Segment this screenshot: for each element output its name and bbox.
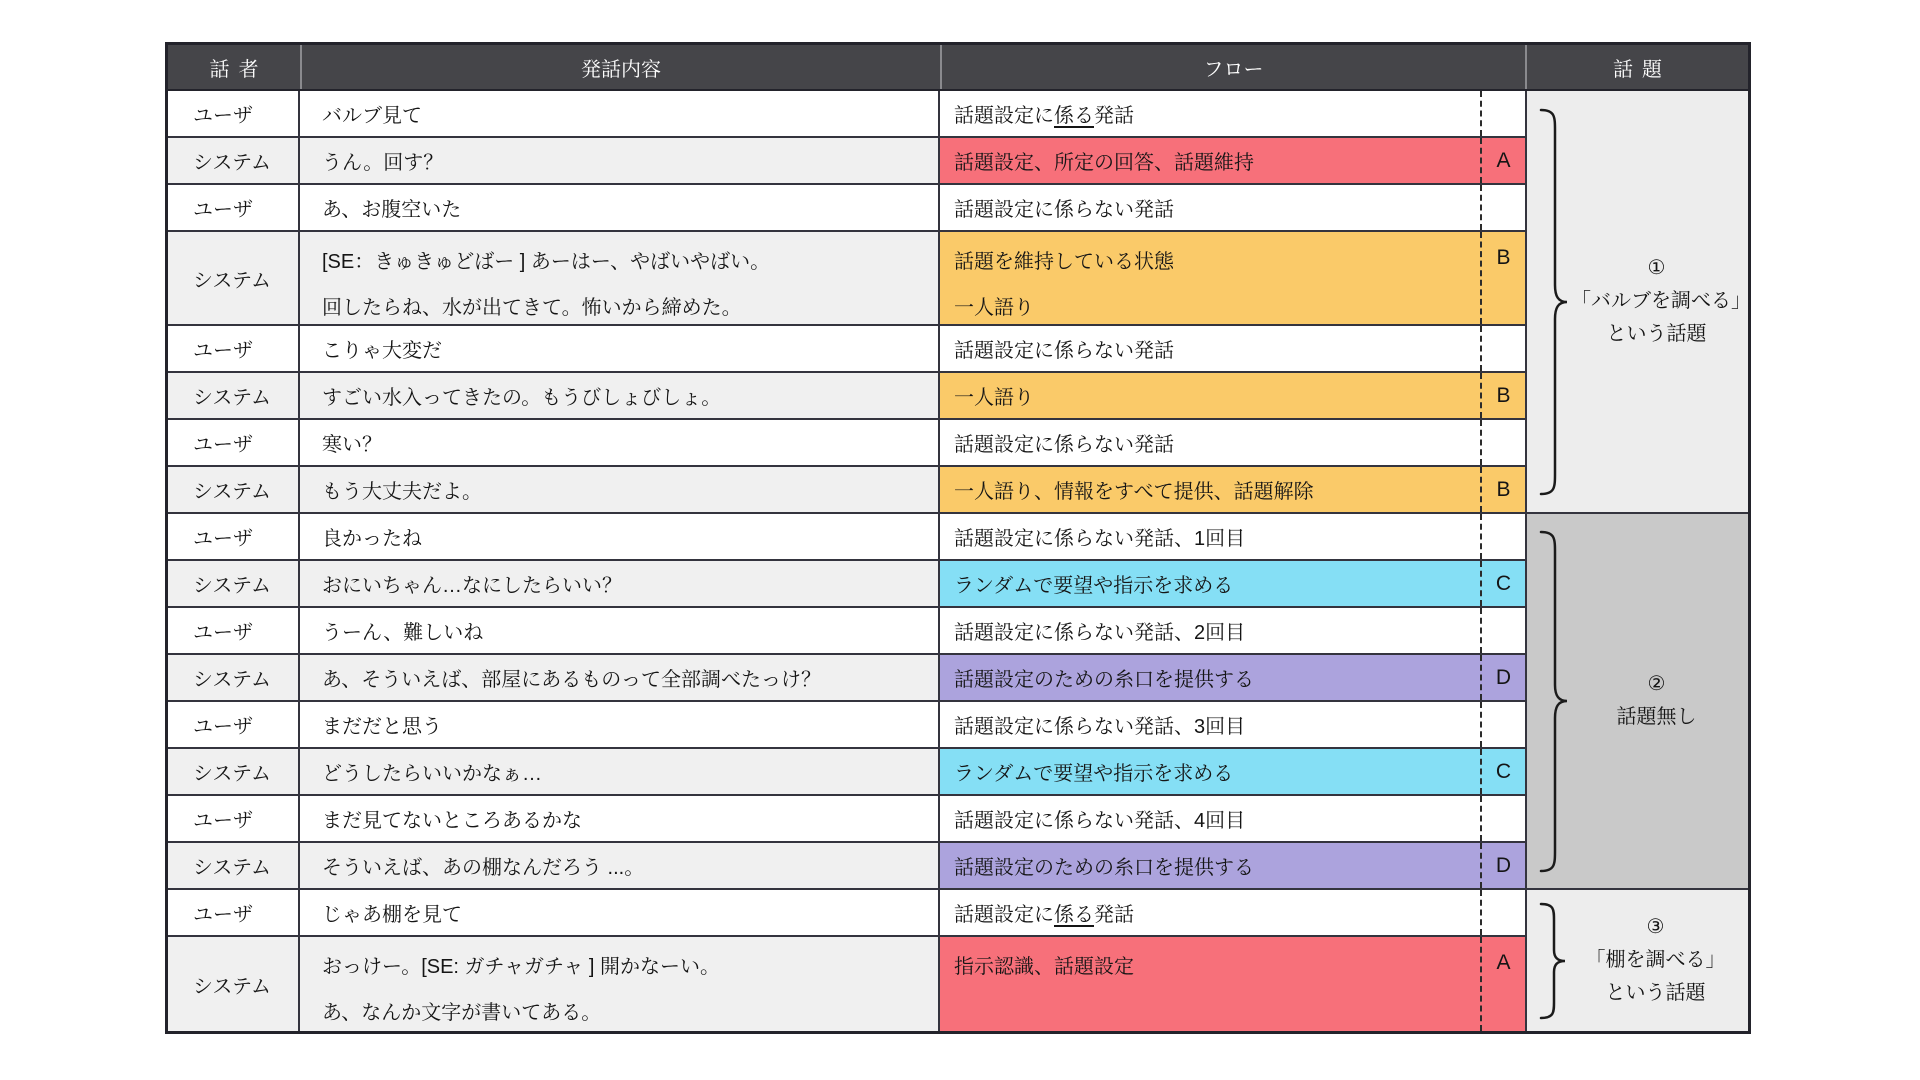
speaker-cell: ユーザ	[168, 702, 300, 747]
utterance-line: あ、そういえば、部屋にあるものって全部調べたっけ？	[322, 669, 821, 691]
speaker-cell: ユーザ	[168, 796, 300, 841]
table-row	[168, 373, 1525, 420]
topic-section-number: ①	[1647, 257, 1666, 279]
flow-letter-zone	[1480, 608, 1525, 653]
table-row	[168, 655, 1525, 702]
flow-cell	[940, 467, 1525, 512]
flow-letter: D	[1495, 853, 1512, 877]
utterance-cell	[300, 326, 940, 371]
flow-letter-zone	[1480, 561, 1525, 606]
flow-cell	[940, 749, 1525, 794]
header-utterance	[300, 45, 940, 89]
speaker-cell: システム	[168, 232, 300, 324]
utterance-line: どうしたらいいかなぁ…	[322, 763, 542, 785]
flow-cell	[940, 890, 1525, 935]
flow-line	[954, 944, 1134, 990]
flow-line	[954, 851, 1254, 880]
flow-text-segment: 話題設定に係らない発話、4回目	[954, 810, 1246, 832]
utterance-cell	[300, 608, 940, 653]
flow-text-segment: 話題設定、所定の回答、話題維持	[954, 152, 1254, 174]
header-flow-label: フロー	[1203, 58, 1264, 81]
flow-cell	[940, 373, 1525, 418]
flow-letter-zone	[1480, 937, 1525, 1031]
flow-inner	[940, 702, 1525, 747]
flow-text	[940, 655, 1480, 700]
flow-letter-zone	[1480, 232, 1525, 324]
utterance-cell	[300, 655, 940, 700]
table-row	[168, 937, 1525, 1031]
flow-text-segment: 話題設定に係らない発話	[954, 434, 1174, 456]
flow-letter: B	[1496, 477, 1511, 501]
table-row	[168, 561, 1525, 608]
flow-line	[954, 804, 1245, 833]
flow-line	[954, 522, 1245, 551]
flow-cell	[940, 138, 1525, 183]
flow-cell	[940, 608, 1525, 653]
table-row	[168, 749, 1525, 796]
header-speaker-label: 話者	[209, 58, 268, 81]
flow-inner	[940, 937, 1525, 1031]
table-row	[168, 890, 1525, 937]
table-row	[168, 467, 1525, 514]
utterance-cell	[300, 702, 940, 747]
utterance-cell	[300, 232, 940, 324]
utterance-line: すごい水入ってきたの。もうびしょびしょ。	[322, 387, 722, 409]
flow-inner	[940, 514, 1525, 559]
flow-text	[940, 796, 1480, 841]
flow-text	[940, 561, 1480, 606]
flow-text-segment: 発話	[1094, 105, 1134, 127]
flow-inner	[940, 796, 1525, 841]
utterance-line: あ、お腹空いた	[322, 199, 462, 221]
speaker-cell: ユーザ	[168, 91, 300, 136]
flow-letter: B	[1496, 246, 1511, 269]
utterance-cell	[300, 467, 940, 512]
flow-cell	[940, 232, 1525, 324]
speaker-cell: ユーザ	[168, 514, 300, 559]
flow-cell	[940, 702, 1525, 747]
topic-section-text: 「バルブを調べる」	[1571, 290, 1751, 312]
table-row	[168, 326, 1525, 373]
flow-text	[940, 843, 1480, 888]
header-topic-label: 話題	[1613, 58, 1671, 81]
flow-text-underlined: 係る	[1054, 105, 1094, 127]
topic-label-2	[1571, 668, 1748, 734]
speaker-cell: ユーザ	[168, 185, 300, 230]
utterance-cell	[300, 561, 940, 606]
flow-inner	[940, 843, 1525, 888]
flow-text	[940, 514, 1480, 559]
flow-letter-zone	[1480, 655, 1525, 700]
topic-section-text: という話題	[1605, 982, 1706, 1004]
flow-cell	[940, 185, 1525, 230]
flow-letter: C	[1495, 759, 1512, 783]
flow-letter-zone	[1480, 890, 1525, 935]
topic-section-number: ③	[1646, 916, 1665, 938]
flow-text-segment: 話題設定のための糸口を提供する	[954, 857, 1254, 879]
flow-text	[940, 91, 1480, 136]
brace-icon	[1537, 902, 1569, 1020]
table-row	[168, 420, 1525, 467]
speaker-cell: システム	[168, 138, 300, 183]
flow-inner	[940, 655, 1525, 700]
flow-cell	[940, 937, 1525, 1031]
table-row	[168, 185, 1525, 232]
utterance-cell	[300, 749, 940, 794]
utterance-cell	[300, 843, 940, 888]
flow-inner	[940, 420, 1525, 465]
flow-cell	[940, 420, 1525, 465]
flow-line	[954, 898, 1134, 927]
utterance-cell	[300, 185, 940, 230]
flow-cell	[940, 514, 1525, 559]
speaker-cell: システム	[168, 561, 300, 606]
speaker-cell: システム	[168, 373, 300, 418]
utterance-line: 寒い？	[322, 434, 382, 456]
flow-letter-zone	[1480, 138, 1525, 183]
utterance-line: うん。回す？	[322, 152, 444, 174]
table-row	[168, 843, 1525, 890]
flow-line	[954, 285, 1034, 331]
utterance-line: 回したらね、水が出てきて。怖いから締めた。	[322, 297, 742, 319]
table-row	[168, 138, 1525, 185]
flow-inner	[940, 749, 1525, 794]
flow-text	[940, 467, 1480, 512]
flow-cell	[940, 843, 1525, 888]
flow-letter: A	[1496, 148, 1511, 172]
flow-line	[954, 663, 1254, 692]
topic-column	[1525, 91, 1751, 1031]
flow-letter-zone	[1480, 749, 1525, 794]
utterance-cell	[300, 937, 940, 1031]
flow-letter-zone	[1480, 514, 1525, 559]
utterance-line: まだだと思う	[322, 716, 442, 738]
flow-letter-zone	[1480, 420, 1525, 465]
flow-text	[940, 373, 1480, 418]
flow-inner	[940, 467, 1525, 512]
flow-inner	[940, 373, 1525, 418]
utterance-line: [SE：きゅきゅどばー ] あーはー、やばいやばい。	[322, 251, 771, 273]
utterance-line: まだ見てないところあるかな	[322, 810, 582, 832]
flow-text-segment: 話題設定に係らない発話	[954, 199, 1174, 221]
flow-letter-zone	[1480, 467, 1525, 512]
speaker-cell: システム	[168, 937, 300, 1031]
utterance-line: 良かったね	[322, 528, 422, 550]
flow-letter-zone	[1480, 91, 1525, 136]
topic-section-text: 話題無し	[1616, 706, 1697, 728]
flow-text	[940, 937, 1480, 1031]
flow-line	[954, 710, 1245, 739]
flow-line	[954, 99, 1134, 128]
table-row	[168, 232, 1525, 326]
flow-text	[940, 138, 1480, 183]
topic-label-1	[1571, 252, 1751, 351]
utterance-line: そういえば、あの棚なんだろう ...。	[322, 857, 645, 879]
flow-line	[954, 146, 1254, 175]
topic-section-text: 「棚を調べる」	[1585, 949, 1726, 971]
flow-letter-zone	[1480, 326, 1525, 371]
utterance-cell	[300, 91, 940, 136]
utterance-cell	[300, 138, 940, 183]
flow-cell	[940, 326, 1525, 371]
flow-inner	[940, 326, 1525, 371]
flow-line	[954, 381, 1034, 410]
flow-text-segment: 話題を維持している状態	[954, 251, 1174, 273]
flow-text-segment: 指示認識、話題設定	[954, 956, 1134, 978]
flow-inner	[940, 138, 1525, 183]
utterance-cell	[300, 514, 940, 559]
speaker-cell: ユーザ	[168, 420, 300, 465]
utterance-cell	[300, 420, 940, 465]
speaker-cell: システム	[168, 655, 300, 700]
flow-text-segment: 話題設定に係らない発話、3回目	[954, 716, 1246, 738]
header-flow	[940, 45, 1525, 89]
utterance-line: あ、なんか文字が書いてある。	[322, 1002, 602, 1024]
flow-text	[940, 326, 1480, 371]
flow-text	[940, 890, 1480, 935]
flow-text-segment: 話題設定のための糸口を提供する	[954, 669, 1254, 691]
flow-line	[954, 428, 1174, 457]
flow-text-segment: ランダムで要望や指示を求める	[954, 763, 1234, 785]
flow-cell	[940, 796, 1525, 841]
flow-line	[954, 193, 1174, 222]
dialogue-flow-table	[165, 42, 1751, 1034]
flow-line	[954, 569, 1233, 598]
flow-text	[940, 185, 1480, 230]
flow-inner	[940, 561, 1525, 606]
flow-text	[940, 420, 1480, 465]
brace-icon	[1537, 107, 1571, 497]
utterance-cell	[300, 373, 940, 418]
flow-text	[940, 232, 1480, 324]
table-row	[168, 91, 1525, 138]
flow-cell	[940, 561, 1525, 606]
utterance-line: おっけー。[SE: ガチャガチャ ] 開かなーい。	[322, 956, 721, 978]
flow-letter: D	[1495, 665, 1512, 689]
speaker-cell: ユーザ	[168, 890, 300, 935]
table-header-row	[168, 45, 1748, 91]
flow-cell	[940, 91, 1525, 136]
flow-line	[954, 239, 1174, 285]
brace-icon	[1537, 529, 1571, 874]
flow-text-segment: 話題設定に係らない発話、2回目	[954, 622, 1246, 644]
table-row	[168, 796, 1525, 843]
topic-section-2	[1527, 514, 1748, 890]
utterance-line: うーん、難しいね	[322, 622, 484, 644]
flow-line	[954, 475, 1314, 504]
header-utterance-label: 発話内容	[581, 58, 661, 81]
flow-letter-zone	[1480, 185, 1525, 230]
speaker-cell: システム	[168, 749, 300, 794]
flow-inner	[940, 185, 1525, 230]
flow-text-segment: 話題設定に	[954, 904, 1054, 926]
topic-label-3	[1569, 911, 1748, 1010]
speaker-cell: システム	[168, 467, 300, 512]
topic-section-1	[1527, 91, 1751, 514]
topic-section-text: という話題	[1606, 323, 1707, 345]
flow-letter-zone	[1480, 843, 1525, 888]
speaker-cell: ユーザ	[168, 608, 300, 653]
speaker-cell: システム	[168, 843, 300, 888]
flow-letter: A	[1496, 951, 1511, 974]
table-row	[168, 514, 1525, 561]
flow-text-segment: 一人語り、情報をすべて提供、話題解除	[954, 481, 1314, 503]
speaker-cell: ユーザ	[168, 326, 300, 371]
utterance-line: もう大丈夫だよ。	[322, 481, 482, 503]
flow-text	[940, 608, 1480, 653]
flow-inner	[940, 890, 1525, 935]
flow-text-segment: 話題設定に係らない発話	[954, 340, 1174, 362]
rows	[168, 91, 1525, 1031]
flow-line	[954, 616, 1245, 645]
flow-letter-zone	[1480, 702, 1525, 747]
flow-inner	[940, 232, 1525, 324]
flow-text-segment: 話題設定に係らない発話、1回目	[954, 528, 1246, 550]
header-speaker	[168, 45, 300, 89]
flow-text-segment: 発話	[1094, 904, 1134, 926]
topic-section-3	[1527, 890, 1748, 1031]
utterance-cell	[300, 890, 940, 935]
utterance-line: バルブ見て	[322, 105, 422, 127]
utterance-line: こりゃ大変だ	[322, 340, 442, 362]
flow-line	[954, 757, 1233, 786]
utterance-cell	[300, 796, 940, 841]
header-topic	[1525, 45, 1748, 89]
flow-letter-zone	[1480, 796, 1525, 841]
utterance-line: おにいちゃん…なにしたらいい？	[322, 575, 622, 597]
table-row	[168, 702, 1525, 749]
flow-text-segment: 一人語り	[954, 387, 1034, 409]
table-body	[168, 91, 1751, 1031]
flow-text-underlined: 係る	[1054, 904, 1094, 926]
utterance-line: じゃあ棚を見て	[322, 904, 462, 926]
flow-inner	[940, 608, 1525, 653]
flow-text	[940, 702, 1480, 747]
flow-letter: C	[1495, 571, 1512, 595]
flow-text-segment: 一人語り	[954, 297, 1034, 319]
flow-text-segment: ランダムで要望や指示を求める	[954, 575, 1234, 597]
flow-text	[940, 749, 1480, 794]
flow-inner	[940, 91, 1525, 136]
topic-section-number: ②	[1647, 673, 1666, 695]
flow-cell	[940, 655, 1525, 700]
flow-line	[954, 334, 1174, 363]
table-row	[168, 608, 1525, 655]
flow-letter: B	[1496, 383, 1511, 407]
flow-letter-zone	[1480, 373, 1525, 418]
flow-text-segment: 話題設定に	[954, 105, 1054, 127]
